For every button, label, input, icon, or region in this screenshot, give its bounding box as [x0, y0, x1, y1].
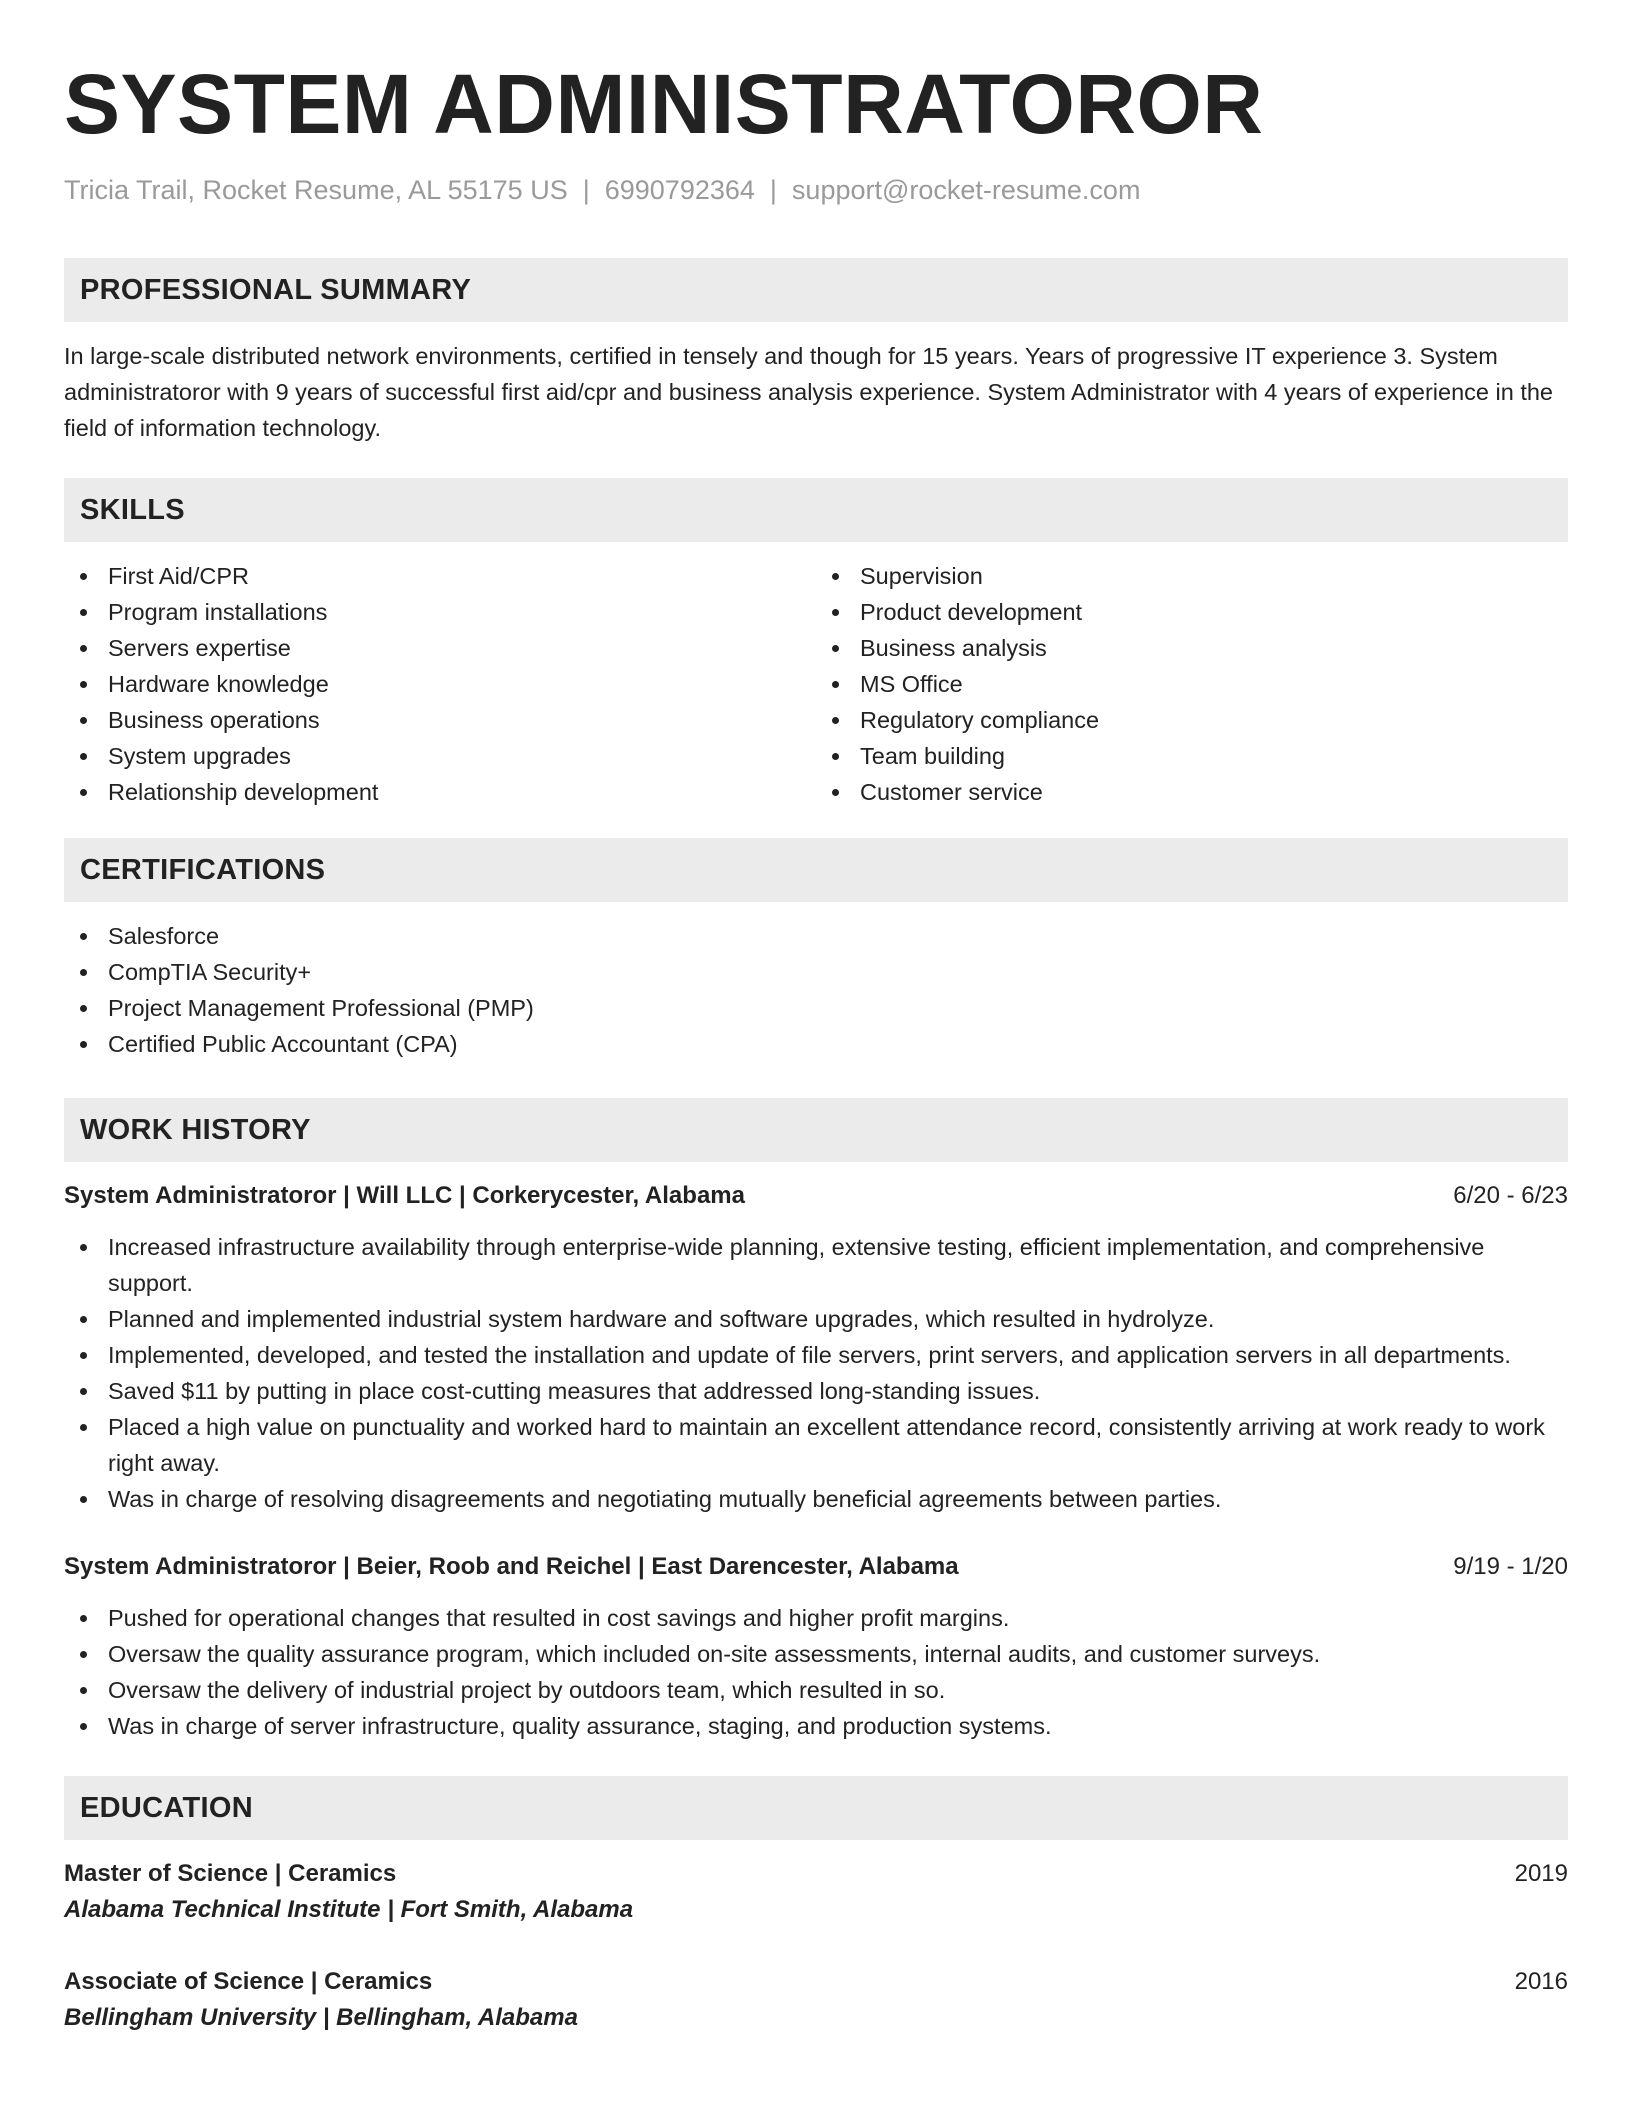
skill-item: Business operations — [64, 702, 816, 738]
skill-item: Program installations — [64, 594, 816, 630]
skill-item: System upgrades — [64, 738, 816, 774]
job-title: System Administratoror | Beier, Roob and Reichel | East Darencester, Alabama — [64, 1553, 959, 1580]
education-school: Alabama Technical Institute | Fort Smith, Alabama — [64, 1896, 634, 1923]
skill-item: Regulatory compliance — [816, 702, 1568, 738]
skill-item: Customer service — [816, 774, 1568, 810]
certifications-list — [64, 918, 1568, 1062]
job-bullet: Placed a high value on punctuality and worked hard to maintain an excellent attendance record, consistently arriving at work ready to work right away. — [64, 1409, 1568, 1481]
section-heading-work-history: WORK HISTORY — [64, 1098, 1568, 1162]
education-entry — [64, 1856, 1568, 1928]
contact-line — [64, 172, 1568, 208]
education-degree: Associate of Science | Ceramics — [64, 1968, 433, 1995]
education-year: 2016 — [1514, 1968, 1568, 1995]
contact-email: support@rocket-resume.com — [791, 175, 1141, 205]
section-heading-certifications: CERTIFICATIONS — [64, 838, 1568, 902]
skill-item: Business analysis — [816, 630, 1568, 666]
job-bullet: Was in charge of resolving disagreements and negotiating mutually beneficial agreements between parties. — [64, 1481, 1568, 1517]
skill-item: Relationship development — [64, 774, 816, 810]
section-heading-skills: SKILLS — [64, 478, 1568, 542]
job-bullets — [64, 1600, 1568, 1744]
job-header — [64, 1549, 1568, 1585]
contact-address: Tricia Trail, Rocket Resume, AL 55175 US — [64, 175, 568, 205]
job-dates: 6/20 - 6/23 — [1453, 1182, 1568, 1209]
job-bullet: Pushed for operational changes that resulted in cost savings and higher profit margins. — [64, 1600, 1568, 1636]
skill-item: First Aid/CPR — [64, 558, 816, 594]
education-header — [64, 1856, 1568, 1892]
skill-item: Product development — [816, 594, 1568, 630]
section-heading-summary: PROFESSIONAL SUMMARY — [64, 258, 1568, 322]
contact-phone: 6990792364 — [604, 175, 755, 205]
skill-item: Team building — [816, 738, 1568, 774]
certification-item: Salesforce — [64, 918, 1568, 954]
job-dates: 9/19 - 1/20 — [1453, 1553, 1568, 1580]
skills-list-right — [816, 558, 1568, 810]
certification-item: Certified Public Accountant (CPA) — [64, 1026, 1568, 1062]
education-entry — [64, 1964, 1568, 2036]
skill-item: Servers expertise — [64, 630, 816, 666]
certification-item: CompTIA Security+ — [64, 954, 1568, 990]
contact-separator: | — [769, 175, 777, 205]
job-bullet: Planned and implemented industrial system hardware and software upgrades, which resulted in hydrolyze. — [64, 1301, 1568, 1337]
job-title: System Administratoror | Will LLC | Corkerycester, Alabama — [64, 1182, 745, 1209]
resume-name: SYSTEM ADMINISTRATOROR — [64, 57, 1264, 151]
skill-item: Supervision — [816, 558, 1568, 594]
job-entry — [64, 1178, 1568, 1517]
job-header — [64, 1178, 1568, 1214]
summary-text: In large-scale distributed network environments, certified in tensely and though for 15 years. Years of progressive IT experience 3. System administratoror with 9 years of successful first aid/cpr and business analysis experience. System Administrator with 4 years of experience in the field of information technology. — [64, 343, 1554, 441]
section-heading-education: EDUCATION — [64, 1776, 1568, 1840]
job-bullet: Implemented, developed, and tested the installation and update of file servers, print servers, and application servers in all departments. — [64, 1337, 1568, 1373]
skill-item: MS Office — [816, 666, 1568, 702]
job-bullet: Oversaw the quality assurance program, which included on-site assessments, internal audits, and customer surveys. — [64, 1636, 1568, 1672]
job-entry — [64, 1549, 1568, 1744]
skills-grid — [64, 558, 1568, 810]
education-header — [64, 1964, 1568, 2000]
education-year: 2019 — [1514, 1860, 1568, 1887]
job-bullet: Increased infrastructure availability through enterprise-wide planning, extensive testing, efficient implementation, and comprehensive support. — [64, 1229, 1568, 1301]
education-school: Bellingham University | Bellingham, Alabama — [64, 2004, 578, 2031]
job-bullets — [64, 1229, 1568, 1517]
job-bullet: Saved $11 by putting in place cost-cutting measures that addressed long-standing issues. — [64, 1373, 1568, 1409]
certification-item: Project Management Professional (PMP) — [64, 990, 1568, 1026]
skills-list-left — [64, 558, 816, 810]
contact-separator: | — [582, 175, 590, 205]
job-bullet: Was in charge of server infrastructure, quality assurance, staging, and production systems. — [64, 1708, 1568, 1744]
skill-item: Hardware knowledge — [64, 666, 816, 702]
job-bullet: Oversaw the delivery of industrial project by outdoors team, which resulted in so. — [64, 1672, 1568, 1708]
education-degree: Master of Science | Ceramics — [64, 1860, 397, 1887]
